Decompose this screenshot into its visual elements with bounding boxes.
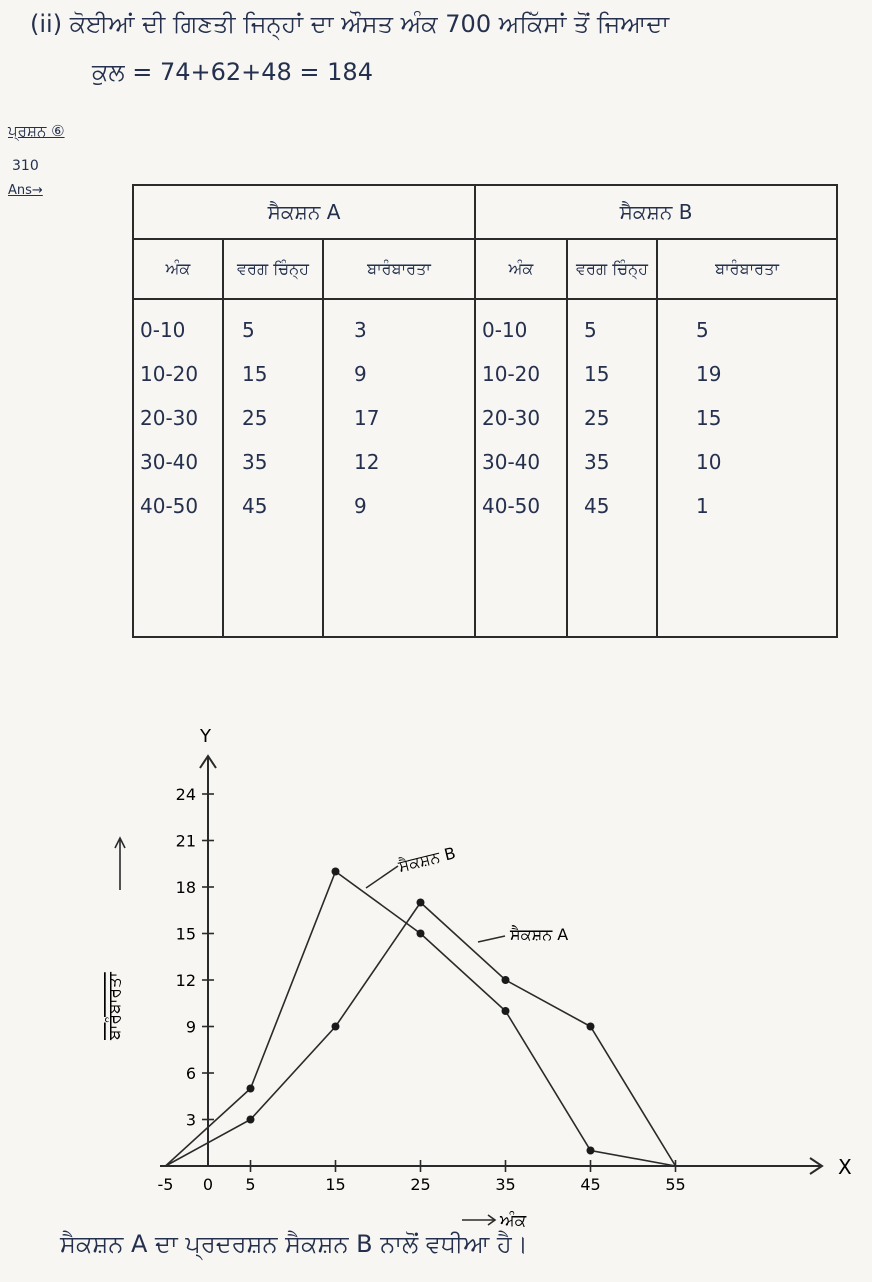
y-tick-label: 3 xyxy=(185,1110,196,1130)
table-cell: 5 xyxy=(584,318,597,342)
table-cell: 0-10 xyxy=(482,318,528,342)
data-point xyxy=(587,1147,595,1155)
col-marks-b: ਅੰਕ xyxy=(475,239,567,299)
x-tick-label: 55 xyxy=(665,1175,686,1194)
y-axis-letter: Y xyxy=(200,726,211,747)
y-tick-label: 15 xyxy=(175,924,196,944)
x-tick-label: 45 xyxy=(580,1175,601,1194)
y-tick-label: 21 xyxy=(175,831,196,851)
page-number: 310 xyxy=(12,158,39,174)
table-cell: 25 xyxy=(584,406,610,430)
table-cell: 5 xyxy=(242,318,255,342)
table-cell: 19 xyxy=(696,362,722,386)
y-tick-label: 9 xyxy=(185,1017,196,1037)
x-tick-label: 25 xyxy=(410,1175,431,1194)
series-line xyxy=(166,872,676,1167)
data-point xyxy=(417,930,425,938)
question-number: ਪ੍ਰਸ਼ਨ ⑥ xyxy=(8,122,65,140)
y-axis-title: ਬਾਰੰਬਾਰਤਾ xyxy=(105,972,125,1040)
table-cell: 20-30 xyxy=(482,406,541,430)
table-cell: 10-20 xyxy=(140,362,199,386)
table-cell: 12 xyxy=(354,450,380,474)
section-b-header: ਸੈਕਸ਼ਨ B xyxy=(475,185,837,239)
conclusion-text: ਸੈਕਸ਼ਨ A ਦਾ ਪ੍ਰਦਰਸ਼ਨ ਸੈਕਸ਼ਨ B ਨਾਲੋਂ ਵਧੀਆ ਹੈ। xyxy=(60,1230,528,1258)
header-total-line: ਕੁਲ = 74+62+48 = 184 xyxy=(92,58,373,86)
series-label-arrow xyxy=(366,866,398,888)
series-label: ਸੈਕਸ਼ਨ A xyxy=(510,925,569,944)
answer-label: Ans→ xyxy=(8,183,43,198)
y-tick-label: 24 xyxy=(175,785,196,804)
section-a-header: ਸੈਕਸ਼ਨ A xyxy=(133,185,475,239)
y-tick-label: 6 xyxy=(185,1064,196,1083)
table-cell: 45 xyxy=(242,494,268,518)
data-point xyxy=(332,868,340,876)
x-tick-label: 15 xyxy=(325,1175,346,1194)
table-cell: 35 xyxy=(584,450,610,474)
table-cell: 45 xyxy=(584,494,610,518)
table-cell: 9 xyxy=(354,494,367,518)
data-point xyxy=(247,1116,255,1124)
table-cell: 10 xyxy=(696,450,722,474)
table-cell: 3 xyxy=(354,318,367,342)
col-marks-a: ਅੰਕ xyxy=(133,239,223,299)
table-cell: 35 xyxy=(242,450,268,474)
table-cell: 5 xyxy=(696,318,709,342)
series-line xyxy=(166,903,676,1167)
table-cell: 10-20 xyxy=(482,362,541,386)
x-tick-label: -5 xyxy=(157,1175,174,1194)
col-frequency-b: ਬਾਰੰਬਾਰਤਾ xyxy=(657,239,837,299)
x-axis-title: ਅੰਕ xyxy=(500,1211,527,1231)
data-point xyxy=(332,1023,340,1031)
data-point xyxy=(502,976,510,984)
x-tick-label: 0 xyxy=(202,1175,214,1194)
table-cell: 30-40 xyxy=(140,450,199,474)
table-cell: 0-10 xyxy=(140,318,186,342)
x-tick-label: 35 xyxy=(495,1175,516,1194)
series-label: ਸੈਕਸ਼ਨ B xyxy=(396,843,458,876)
table-cell: 15 xyxy=(242,362,268,386)
x-axis-letter: X xyxy=(838,1155,852,1179)
table-cell: 9 xyxy=(354,362,367,386)
data-point xyxy=(587,1023,595,1031)
table-cell: 15 xyxy=(584,362,610,386)
x-tick-label: 5 xyxy=(245,1175,256,1194)
table-cell: 20-30 xyxy=(140,406,199,430)
col-class-mark-a: ਵਰਗ ਚਿੰਨ੍ਹ xyxy=(223,239,323,299)
col-frequency-a: ਬਾਰੰਬਾਰਤਾ xyxy=(323,239,475,299)
data-point xyxy=(417,899,425,907)
table-cell: 17 xyxy=(354,406,380,430)
y-tick-label: 18 xyxy=(175,878,196,897)
table-cell: 1 xyxy=(696,494,709,518)
table-cell: 25 xyxy=(242,406,268,430)
y-tick-label: 12 xyxy=(175,971,196,990)
data-point xyxy=(502,1007,510,1015)
x-axis-label xyxy=(462,1211,527,1231)
header-line-1: (ii) ਕੋਈਆਂ ਦੀ ਗਿਣਤੀ ਜਿਨ੍ਹਾਂ ਦਾ ਔਸਤ ਅੰਕ 700 ਅਕਿੱਸਾਂ ਤੋਂ ਜਿਆਦਾ xyxy=(30,10,670,38)
col-class-mark-b: ਵਰਗ ਚਿੰਨ੍ਹ xyxy=(567,239,657,299)
data-point xyxy=(247,1085,255,1093)
table-cell: 40-50 xyxy=(140,494,199,518)
series-label-arrow xyxy=(478,936,505,942)
table-cell: 30-40 xyxy=(482,450,541,474)
table-cell: 40-50 xyxy=(482,494,541,518)
table-cell: 15 xyxy=(696,406,722,430)
y-axis-label xyxy=(105,838,125,1041)
